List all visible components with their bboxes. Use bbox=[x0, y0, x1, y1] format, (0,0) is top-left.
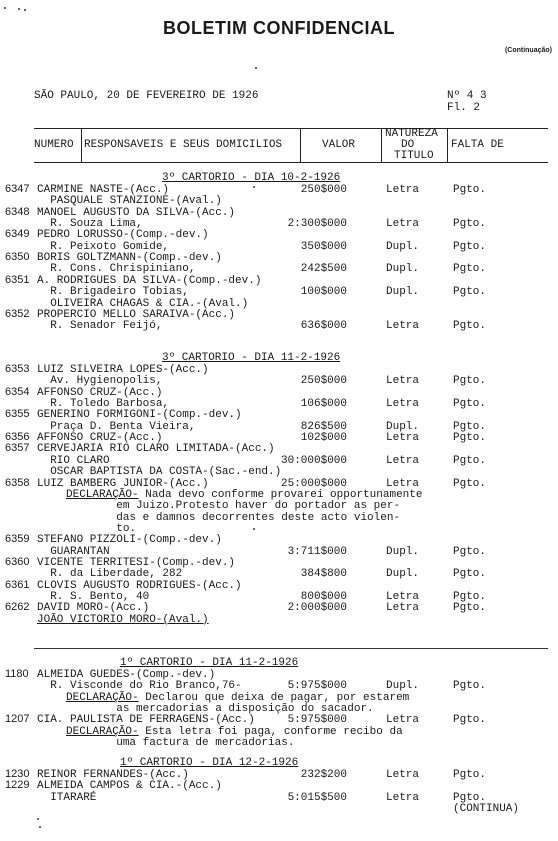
entry-text: R. Senador Feijó, bbox=[37, 320, 163, 333]
entry-number: 6361 bbox=[5, 578, 30, 591]
section-heading: 3º CARTORIO - DIA 10-2-1926 bbox=[162, 172, 341, 184]
entry-value: 250$000 bbox=[300, 184, 347, 196]
entry-reason: Pgto. bbox=[453, 375, 487, 388]
entry-text: A. RODRIGUES DA SILVA-(Comp.-dev.) bbox=[37, 274, 262, 287]
entry-number: 6353 bbox=[5, 363, 30, 375]
entry-number: 6354 bbox=[5, 385, 30, 398]
entry-text: OSCAR BAPTISTA DA COSTA-(Sac.-end.) bbox=[37, 466, 282, 479]
entry-value: 2:300$000 bbox=[287, 218, 347, 231]
entry-reason: Pgto. bbox=[453, 602, 487, 615]
entry-number: 6352 bbox=[5, 307, 30, 320]
entry-reason: Pgto. bbox=[453, 769, 487, 781]
column-header-responsaveis: RESPONSAVEIS E SEUS DOMICILIOS bbox=[84, 139, 283, 151]
entry-number: 1180 bbox=[5, 668, 29, 680]
entry-value: 826$500 bbox=[300, 420, 347, 433]
entry-text: REINOR FERNANDES-(Acc.) bbox=[37, 769, 189, 781]
entry-text: ALMEIDA CAMPOS & CIA.-(Acc.) bbox=[37, 780, 222, 793]
entry-value: 250$000 bbox=[300, 375, 347, 388]
entry-number: 6349 bbox=[5, 228, 30, 241]
declaration-text: DECLARAÇÃO- Nada devo conforme provarei opportunamente bbox=[66, 488, 423, 501]
entry-text: R. Visconde do Rio Branco,76- bbox=[37, 680, 242, 693]
entry-title-type: Letra bbox=[386, 375, 420, 388]
entry-reason: Pgto. bbox=[453, 218, 487, 231]
entry-title-type: Dupl. bbox=[386, 286, 420, 299]
entry-title-type: Letra bbox=[386, 454, 420, 467]
entry-text: LUIZ SILVEIRA LOPES-(Acc.) bbox=[37, 364, 209, 376]
city-date: SÃO PAULO, 20 DE FEVEREIRO DE 1926 bbox=[34, 90, 259, 102]
entry-text: CIA. PAULISTA DE FERRAGENS-(Acc.) bbox=[37, 714, 255, 727]
scan-speck bbox=[4, 7, 6, 9]
entry-text: uma factura de mercadorias. bbox=[37, 737, 295, 750]
entry-text: PASQUALE STANZIONE-(Aval.) bbox=[37, 195, 222, 208]
entry-value: 636$000 bbox=[300, 320, 347, 333]
entry-title-type: Letra bbox=[386, 591, 420, 603]
entry-number: 6356 bbox=[5, 431, 30, 444]
column-header-titulo: TITULO bbox=[394, 150, 434, 162]
section-heading: 1º CARTORIO - DIA 12-2-1926 bbox=[120, 757, 299, 769]
entry-reason: Pgto. bbox=[453, 477, 487, 490]
entry-title-type: Letra bbox=[386, 320, 420, 333]
entry-reason: Pgto. bbox=[453, 432, 487, 445]
column-header-numero: NUMERO bbox=[34, 139, 74, 151]
entry-text: STEFANO PIZZOLI-(Comp.-dev.) bbox=[37, 534, 222, 547]
entry-value: 242$500 bbox=[300, 263, 347, 276]
entry-reason: Pgto. bbox=[453, 568, 487, 581]
scan-speck bbox=[253, 528, 255, 530]
entry-value: 5:015$500 bbox=[287, 791, 347, 804]
entry-text: PROPERCIO MELLO SARAIVA-(Acc.) bbox=[37, 308, 236, 321]
entry-text: as mercadorias a disposição do sacador. bbox=[37, 703, 374, 716]
entry-text: VICENTE TERRITESI-(Comp.-dev.) bbox=[37, 556, 236, 569]
scan-speck bbox=[253, 186, 255, 188]
entry-title-type: Dupl. bbox=[386, 545, 420, 558]
entry-text: R. Peixoto Gomide, bbox=[37, 240, 170, 253]
entry-text: das e damnos decorrentes deste acto violen- bbox=[37, 511, 401, 524]
entry-number: 6360 bbox=[5, 555, 30, 568]
entry-title-type: Letra bbox=[386, 791, 420, 804]
entry-title-type: Letra bbox=[386, 477, 420, 490]
entry-text: CARMINE NASTE-(Acc.) bbox=[37, 184, 170, 196]
entry-text: to. bbox=[37, 522, 137, 535]
entry-value: 3:711$000 bbox=[287, 545, 347, 558]
entry-text: R. da Liberdade, 282 bbox=[37, 568, 183, 581]
entry-text: RIO CLARO bbox=[37, 454, 110, 467]
section-heading: 1º CARTORIO - DIA 11-2-1926 bbox=[120, 657, 299, 669]
column-header-natureza: NATUREZA bbox=[385, 128, 438, 140]
entry-title-type: Letra bbox=[386, 218, 420, 231]
section-separator-rule bbox=[34, 648, 548, 649]
entry-value: 102$000 bbox=[300, 432, 347, 445]
declaration-text: DECLARAÇÃO- Declarou que deixa de pagar, por estarem bbox=[66, 691, 410, 704]
entry-number: 6351 bbox=[5, 273, 30, 286]
entry-title-type: Letra bbox=[386, 184, 420, 196]
entry-title-type: Dupl. bbox=[386, 568, 420, 581]
entry-text: PEDRO LORUSSO-(Comp.-dev.) bbox=[37, 229, 209, 242]
entry-text: GENERINO FORMIGONI-(Comp.-dev.) bbox=[37, 409, 242, 422]
entry-text: GUARANTAN bbox=[37, 545, 110, 558]
entry-reason: Pgto. bbox=[453, 791, 487, 804]
entry-reason: Pgto. bbox=[453, 240, 487, 253]
entry-text: JOÃO VICTORIO MORO-(Aval.) bbox=[37, 613, 209, 626]
entry-reason: Pgto. bbox=[453, 263, 487, 276]
entry-text: Av. Hygienopolis, bbox=[37, 375, 163, 388]
entry-value: 5:975$000 bbox=[287, 714, 347, 727]
entry-reason: Pgto. bbox=[453, 184, 487, 196]
sheet-number: Fl. 2 bbox=[447, 102, 481, 114]
entry-number: 6355 bbox=[5, 408, 30, 421]
entry-title-type: Letra bbox=[386, 714, 420, 727]
entry-text: Praça D. Benta Vieira, bbox=[37, 420, 196, 433]
entry-text: R. S. Bento, 40 bbox=[37, 591, 150, 603]
scan-speck bbox=[37, 818, 39, 820]
entry-text: R. Souza Lima, bbox=[37, 218, 143, 231]
entry-reason: Pgto. bbox=[453, 398, 487, 411]
entry-number: 6262 bbox=[5, 601, 30, 614]
entry-number: 6357 bbox=[5, 442, 30, 455]
entry-text: AFFONSO CRUZ-(Acc.) bbox=[37, 432, 163, 445]
entry-number: 6359 bbox=[5, 533, 30, 546]
entry-text: R. Toledo Barbosa, bbox=[37, 398, 170, 411]
entry-value: 30:000$000 bbox=[281, 454, 348, 467]
entry-title-type: Letra bbox=[386, 398, 420, 411]
entry-title-type: Dupl. bbox=[386, 263, 420, 276]
scan-speck bbox=[39, 826, 41, 828]
entry-title-type: Letra bbox=[386, 769, 420, 781]
entry-text: CLOVIS AUGUSTO RODRIGUES-(Acc.) bbox=[37, 579, 242, 592]
column-divider bbox=[381, 128, 382, 162]
entry-reason: Pgto. bbox=[453, 320, 487, 333]
entry-number: 6348 bbox=[5, 205, 30, 218]
column-header-do: DO bbox=[401, 139, 415, 151]
column-header-valor: VALOR bbox=[322, 139, 356, 151]
entry-text: ITARARÉ bbox=[37, 791, 97, 804]
entry-title-type: Dupl. bbox=[386, 680, 420, 693]
entry-text: OLIVEIRA CHAGAS & CIA.-(Aval.) bbox=[37, 297, 249, 310]
section-heading: 3º CARTORIO - DIA 11-2-1926 bbox=[162, 352, 341, 364]
entry-reason: Pgto. bbox=[453, 680, 487, 693]
entry-value: 5:975$000 bbox=[287, 680, 347, 693]
entry-reason: Pgto. bbox=[453, 591, 487, 603]
header-bottom-rule bbox=[34, 162, 548, 163]
entry-value: 100$000 bbox=[300, 286, 347, 299]
header-top-rule bbox=[34, 128, 548, 129]
column-divider bbox=[300, 128, 301, 162]
entry-text: em Juizo.Protesto haver do portador as per- bbox=[37, 500, 401, 513]
document-title: BOLETIM CONFIDENCIAL bbox=[163, 18, 395, 38]
scan-speck bbox=[24, 9, 26, 11]
column-divider bbox=[447, 128, 448, 162]
entry-text: R. Cons. Chrispiniano, bbox=[37, 263, 196, 276]
entry-reason: Pgto. bbox=[453, 286, 487, 299]
bulletin-number: Nº 4 3 bbox=[447, 90, 487, 102]
entry-number: 6358 bbox=[5, 476, 30, 489]
entry-text: AFFONSO CRUZ-(Acc.) bbox=[37, 386, 163, 399]
entry-title-type: Letra bbox=[386, 432, 420, 445]
entry-text: LUIZ BAMBERG JUNIOR-(Acc.) bbox=[37, 477, 209, 490]
entry-value: 384$800 bbox=[300, 568, 347, 581]
continuation-note: (Continuação) bbox=[504, 47, 552, 54]
entry-number: 1207 bbox=[5, 713, 30, 726]
entry-value: 106$000 bbox=[300, 398, 347, 411]
entry-text: CERVEJARIA RIO CLARO LIMITADA-(Acc.) bbox=[37, 443, 275, 456]
entry-reason: Pgto. bbox=[453, 420, 487, 433]
entry-value: 350$000 bbox=[300, 240, 347, 253]
entry-reason: Pgto. bbox=[453, 714, 487, 727]
entry-text: ALMEIDA GUEDES-(Comp.-dev.) bbox=[37, 669, 216, 681]
scan-speck bbox=[255, 67, 257, 69]
entry-text: R. Brigadeiro Tobias, bbox=[37, 286, 189, 299]
entry-value: 800$000 bbox=[300, 591, 347, 603]
entry-title-type: Dupl. bbox=[386, 420, 420, 433]
entry-value: 232$200 bbox=[300, 769, 347, 781]
entry-reason: Pgto. bbox=[453, 545, 487, 558]
entry-number: 6350 bbox=[5, 251, 30, 264]
column-divider bbox=[81, 128, 82, 162]
entry-reason: (CONTINUA) bbox=[453, 803, 520, 816]
column-header-falta: FALTA DE bbox=[451, 139, 504, 151]
entry-text: MANOEL AUGUSTO DA SILVA-(Acc.) bbox=[37, 206, 236, 219]
entry-value: 25:000$000 bbox=[281, 477, 348, 490]
entry-text: BORIS GOLTZMANN-(Comp.-dev.) bbox=[37, 252, 222, 265]
scan-speck bbox=[18, 8, 20, 10]
entry-number: 1229 bbox=[5, 779, 30, 792]
entry-title-type: Letra bbox=[386, 602, 420, 615]
entry-value: 2:000$000 bbox=[287, 602, 347, 615]
declaration-text: DECLARAÇÃO- Esta letra foi paga, conforme recibo da bbox=[66, 725, 403, 738]
entry-number: 6347 bbox=[5, 183, 30, 195]
entry-reason: Pgto. bbox=[453, 454, 487, 467]
entry-text: DAVID MORO-(Acc.) bbox=[37, 602, 150, 615]
entry-title-type: Dupl. bbox=[386, 240, 420, 253]
entry-number: 1230 bbox=[5, 768, 30, 780]
